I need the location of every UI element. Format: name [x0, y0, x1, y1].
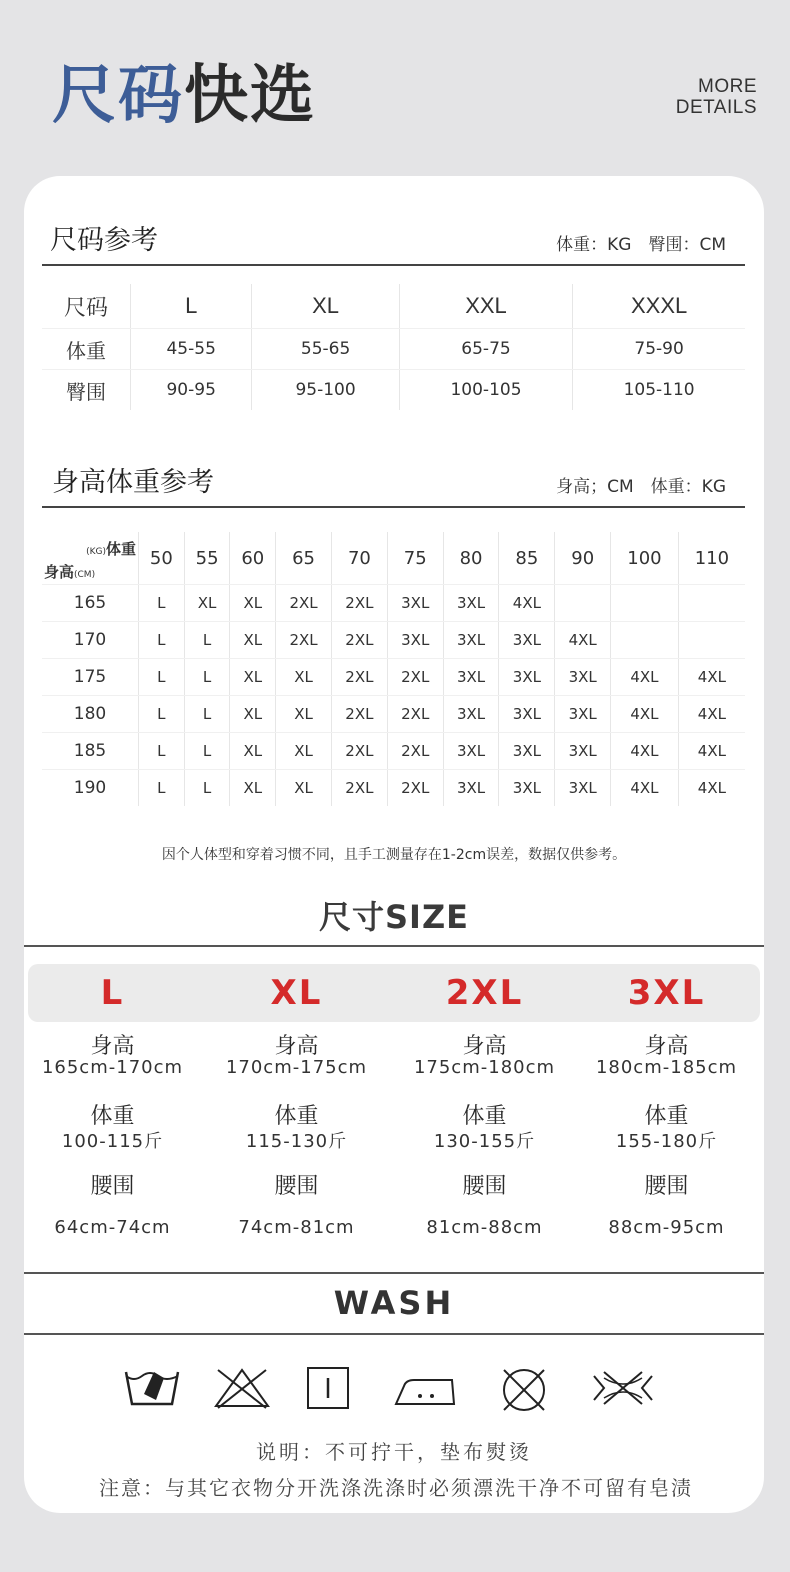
- size-cell: L: [184, 622, 230, 659]
- size-cell: L: [139, 770, 185, 807]
- wash-title: WASH: [333, 1284, 455, 1322]
- waist-value: 88cm-95cm: [608, 1217, 725, 1238]
- weight-label: 体重: [462, 1104, 507, 1129]
- page-title-rest: 快选: [184, 59, 316, 133]
- weight-header-cell: 100: [611, 532, 679, 585]
- size-cell: 4XL: [611, 659, 679, 696]
- size-cell: XL: [230, 585, 276, 622]
- corner-height-label: 身高: [44, 563, 75, 581]
- table-row: [42, 696, 745, 733]
- table-cell: L: [131, 284, 252, 329]
- table-row: [42, 659, 745, 696]
- size-column: [392, 971, 577, 1243]
- weight-value: 115-130斤: [245, 1131, 348, 1152]
- size-cell: 2XL: [331, 622, 387, 659]
- weight-header-cell: 85: [499, 532, 555, 585]
- size-label: L: [100, 973, 125, 1013]
- size-cell: 3XL: [555, 696, 611, 733]
- wash-bottom-divider: [24, 1333, 764, 1335]
- size-cell: 3XL: [387, 622, 443, 659]
- wash-top-divider: [24, 1272, 764, 1274]
- height-value: 165cm-170cm: [41, 1057, 184, 1078]
- size-cell: XL: [230, 659, 276, 696]
- size-cell: 2XL: [387, 696, 443, 733]
- size-guide-card: [24, 176, 764, 1513]
- size-cell: 2XL: [331, 659, 387, 696]
- line-dry-icon: [304, 1364, 352, 1412]
- waist-label: 腰围: [90, 1174, 135, 1199]
- hand-wash-icon: [122, 1364, 182, 1412]
- height-label: 身高: [274, 1034, 319, 1059]
- waist-value: 81cm-88cm: [426, 1217, 543, 1238]
- spacer: [24, 1197, 205, 1217]
- table-cell: XXL: [399, 284, 572, 329]
- height-weight-units: 身高；CM 体重：KG: [556, 477, 726, 497]
- size-cell: 3XL: [555, 659, 611, 696]
- table-row: [42, 329, 745, 370]
- size-cell: 3XL: [499, 733, 555, 770]
- size-section-title: 尺寸SIZE: [318, 898, 470, 936]
- size-reference-title: 尺码参考: [50, 225, 158, 256]
- size-cell: 3XL: [443, 659, 499, 696]
- size-cell: L: [184, 733, 230, 770]
- weight-value: 155-180斤: [615, 1131, 718, 1152]
- table-cell: 90-95: [131, 370, 252, 411]
- table-row: [42, 284, 745, 329]
- corner-height-unit: (CM): [74, 570, 96, 580]
- weight-label: 体重: [644, 1104, 689, 1129]
- table-header-row: [42, 532, 745, 585]
- height-cell: 170: [42, 622, 139, 659]
- size-cell: XL: [230, 770, 276, 807]
- size-cell: 3XL: [555, 733, 611, 770]
- size-cell: L: [139, 733, 185, 770]
- table-row: [42, 585, 745, 622]
- table-cell: 105-110: [573, 370, 745, 411]
- weight-header-cell: 75: [387, 532, 443, 585]
- weight-value: 130-155斤: [433, 1131, 536, 1152]
- waist-label: 腰围: [462, 1174, 507, 1199]
- size-cell: 4XL: [611, 770, 679, 807]
- table-cell: XL: [252, 284, 399, 329]
- table-row: [42, 733, 745, 770]
- size-cell: 3XL: [499, 622, 555, 659]
- height-label: 身高: [90, 1034, 135, 1059]
- size-label: 2XL: [445, 973, 524, 1013]
- size-cell: 2XL: [276, 585, 332, 622]
- waist-value: 74cm-81cm: [238, 1217, 355, 1238]
- height-value: 170cm-175cm: [225, 1057, 368, 1078]
- size-column: [204, 971, 389, 1243]
- size-cell: L: [184, 696, 230, 733]
- size-cell: L: [139, 659, 185, 696]
- height-cell: 175: [42, 659, 139, 696]
- size-cell: 3XL: [443, 585, 499, 622]
- spacer: [574, 1197, 759, 1217]
- row-label: 尺码: [42, 284, 131, 329]
- size-cell: L: [184, 770, 230, 807]
- size-column: [24, 971, 205, 1243]
- wash-care-note: 注意：与其它衣物分开洗涤洗涤时必须漂洗干净不可留有皂渍: [99, 1476, 693, 1500]
- corner-weight: [86, 538, 136, 559]
- size-cell: 4XL: [611, 696, 679, 733]
- table-cell: 65-75: [399, 329, 572, 370]
- table-cell: 55-65: [252, 329, 399, 370]
- size-cell: 3XL: [499, 770, 555, 807]
- size-cell: 2XL: [331, 733, 387, 770]
- size-cell: XL: [230, 733, 276, 770]
- size-cell: 3XL: [443, 733, 499, 770]
- size-cell: XL: [230, 696, 276, 733]
- size-label: 3XL: [627, 973, 706, 1013]
- size-cell: 4XL: [499, 585, 555, 622]
- corner-weight-unit: (KG): [86, 547, 106, 557]
- size-cell: 3XL: [443, 622, 499, 659]
- height-cell: 180: [42, 696, 139, 733]
- size-cell: 2XL: [331, 585, 387, 622]
- size-cell: 2XL: [331, 770, 387, 807]
- size-cell: XL: [184, 585, 230, 622]
- size-cell: 2XL: [387, 659, 443, 696]
- height-label: 身高: [462, 1034, 507, 1059]
- height-label: 身高: [644, 1034, 689, 1059]
- weight-header-cell: 55: [184, 532, 230, 585]
- size-cell: 2XL: [387, 770, 443, 807]
- size-cell: XL: [276, 733, 332, 770]
- table-cell: 100-105: [399, 370, 572, 411]
- no-bleach-icon: [212, 1364, 272, 1412]
- weight-header-cell: 80: [443, 532, 499, 585]
- more-details-line2: DETAILS: [675, 97, 757, 118]
- size-cell: L: [139, 585, 185, 622]
- height-weight-rule: [42, 506, 745, 508]
- size-cell: 3XL: [443, 770, 499, 807]
- size-cell: 4XL: [678, 770, 745, 807]
- weight-header-cell: 90: [555, 532, 611, 585]
- more-details-link[interactable]: [676, 76, 757, 118]
- size-cell: [555, 585, 611, 622]
- row-label: 臀围: [66, 379, 106, 404]
- size-cell: 3XL: [555, 770, 611, 807]
- weight-header-cell: 65: [276, 532, 332, 585]
- size-cell: [678, 585, 745, 622]
- size-reference-rule: [42, 264, 745, 266]
- table-row: [42, 770, 745, 807]
- size-cell: XL: [276, 659, 332, 696]
- table-row: [42, 370, 745, 411]
- waist-label: 腰围: [274, 1174, 319, 1199]
- size-cell: 4XL: [678, 733, 745, 770]
- size-cell: [611, 622, 679, 659]
- size-column: [574, 971, 759, 1243]
- height-weight-table: [42, 532, 745, 806]
- weight-header-cell: 110: [678, 532, 745, 585]
- no-wring-icon: [590, 1364, 656, 1412]
- waist-label: 腰围: [644, 1174, 689, 1199]
- size-reference-units: 体重：KG 臀围：CM: [556, 235, 726, 255]
- size-cell: 3XL: [499, 696, 555, 733]
- size-cell: XL: [276, 770, 332, 807]
- size-cell: 3XL: [443, 696, 499, 733]
- weight-header-cell: 70: [331, 532, 387, 585]
- size-section-divider: [24, 945, 764, 947]
- more-details-line1: MORE: [698, 76, 757, 97]
- size-cell: L: [184, 659, 230, 696]
- page-title: [52, 44, 316, 136]
- height-cell: 190: [73, 778, 107, 798]
- size-cell: XL: [276, 696, 332, 733]
- size-cell: [611, 585, 679, 622]
- height-value: 180cm-185cm: [595, 1057, 738, 1078]
- wash-instruction: 说明：不可拧干，垫布熨烫: [256, 1440, 532, 1464]
- size-cell: 2XL: [387, 733, 443, 770]
- table-cell: 95-100: [252, 370, 399, 411]
- weight-value: 100-115斤: [61, 1131, 164, 1152]
- size-cell: 4XL: [555, 622, 611, 659]
- size-cell: 2XL: [276, 622, 332, 659]
- size-cell: XL: [230, 622, 276, 659]
- height-value: 175cm-180cm: [413, 1057, 556, 1078]
- corner-height: [44, 561, 95, 582]
- corner-weight-label: 体重: [105, 540, 136, 558]
- table-cell: 75-90: [573, 329, 745, 370]
- height-cell: 165: [42, 585, 139, 622]
- size-label: XL: [270, 973, 323, 1013]
- weight-header-cell: 50: [139, 532, 185, 585]
- care-icons: [122, 1364, 662, 1416]
- no-tumble-dry-icon: [496, 1364, 552, 1416]
- table-cell: XXXL: [573, 284, 745, 329]
- size-cell: [678, 622, 745, 659]
- table-cell: 45-55: [131, 329, 252, 370]
- waist-value: 64cm-74cm: [54, 1217, 171, 1238]
- table-row: [42, 622, 745, 659]
- page-title-highlight: 尺码: [52, 59, 184, 133]
- measurement-note: 因个人体型和穿着习惯不同，且手工测量存在1-2cm误差，数据仅供参考。: [161, 847, 627, 863]
- size-reference-table: [42, 284, 745, 410]
- weight-label: 体重: [274, 1104, 319, 1129]
- size-cell: 4XL: [611, 733, 679, 770]
- row-label: 体重: [42, 329, 131, 370]
- size-cell: L: [139, 696, 185, 733]
- spacer: [204, 1197, 389, 1217]
- corner-cell: [42, 532, 139, 585]
- height-weight-title: 身高体重参考: [52, 467, 214, 498]
- size-cell: 4XL: [678, 659, 745, 696]
- weight-label: 体重: [90, 1104, 135, 1129]
- height-cell: 185: [42, 733, 139, 770]
- size-cell: 3XL: [499, 659, 555, 696]
- weight-header-cell: 60: [230, 532, 276, 585]
- size-cell: 4XL: [678, 696, 745, 733]
- spacer: [392, 1197, 577, 1217]
- size-cell: 2XL: [331, 696, 387, 733]
- iron-low-icon: [392, 1364, 458, 1412]
- size-cell: L: [139, 622, 185, 659]
- size-cell: 3XL: [387, 585, 443, 622]
